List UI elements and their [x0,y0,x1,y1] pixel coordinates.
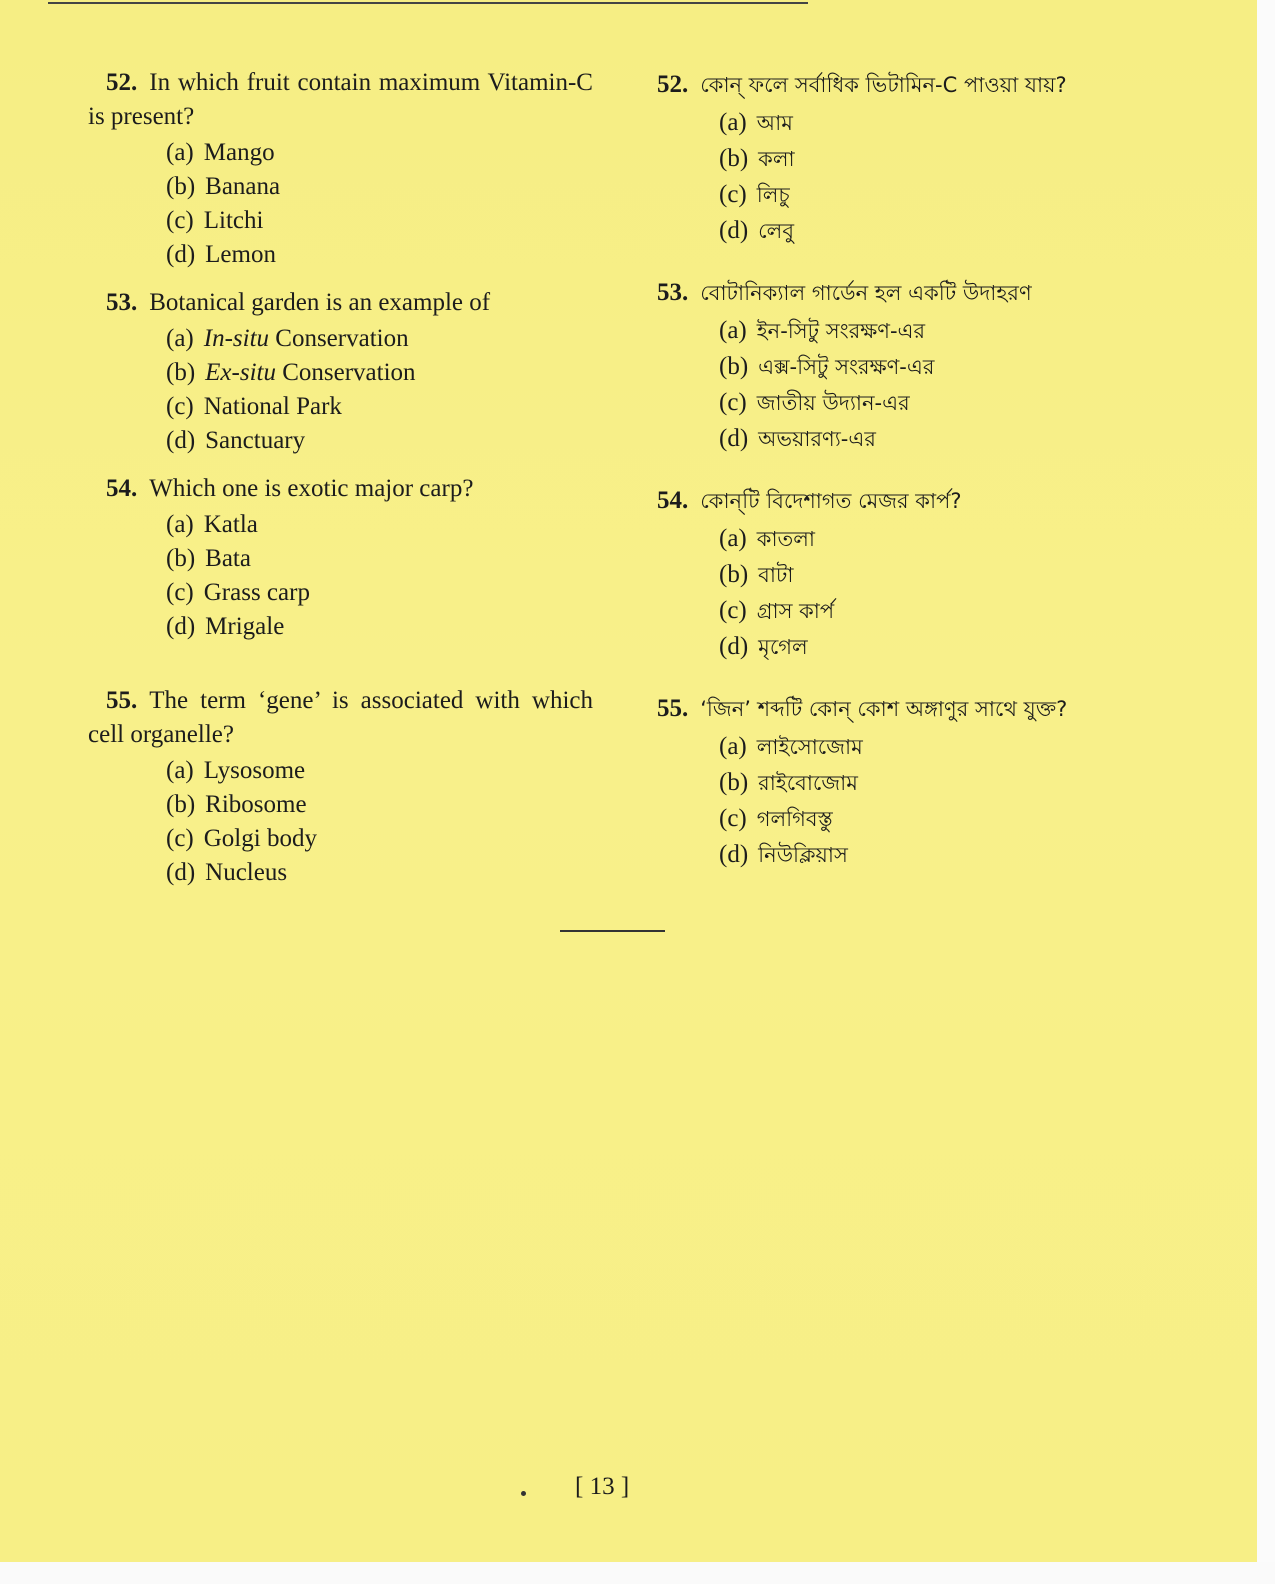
option-b [719,142,1137,176]
option-label: (a) [719,733,747,760]
option-label: (c) [166,825,194,852]
option-a [166,136,593,170]
bengali-column [657,66,1137,898]
option-label: (d) [166,427,196,454]
option-label: (a) [166,757,194,784]
option-label: (d) [166,241,196,268]
question-stem [657,274,1137,312]
question-52-bn [657,66,1137,248]
option-b [166,542,593,576]
question-stem [88,472,593,506]
option-a [719,314,1137,348]
option-label: (c) [166,393,194,420]
question-stem [88,286,593,320]
option-text: Golgi body [203,825,317,852]
option-b [719,558,1137,592]
question-53-en [88,286,593,458]
option-list [719,730,1137,872]
option-text: গলগিবস্তু [756,807,833,831]
option-text: Bata [205,545,251,572]
option-list [166,508,593,644]
option-text: Sanctuary [205,427,306,454]
option-c [166,390,593,424]
option-text: Conservation [269,325,409,352]
option-text: কলা [758,147,795,171]
question-stem [657,690,1137,728]
option-label: (b) [166,545,196,572]
question-53-bn [657,274,1137,456]
option-label: (a) [166,325,194,352]
option-b [166,170,593,204]
option-a [166,754,593,788]
option-text: মৃগেল [758,635,808,659]
option-d [719,630,1137,664]
option-label: (d) [719,217,749,244]
question-54-bn [657,482,1137,664]
question-number: 54. [657,487,689,514]
scan-edge-right [1257,0,1275,1584]
option-text: Banana [205,173,281,200]
option-a [719,522,1137,556]
option-label: (c) [719,389,747,416]
option-label: (c) [719,181,747,208]
option-c [719,802,1137,836]
question-54-en [88,472,593,644]
option-d [166,238,593,272]
option-label: (b) [166,173,196,200]
english-column [88,66,593,904]
option-d [719,838,1137,872]
option-label: (b) [166,791,196,818]
question-number: 55. [106,687,138,714]
option-list [719,106,1137,248]
option-text: ইন-সিটু সংরক্ষণ-এর [756,319,926,343]
question-number: 53. [657,279,689,306]
option-d [166,610,593,644]
option-label: (a) [719,317,747,344]
question-text: The term ‘gene’ is associated with which cell organelle? [88,687,593,748]
option-label: (b) [719,769,749,796]
option-c [719,178,1137,212]
question-stem [88,66,593,134]
option-label: (b) [719,353,749,380]
question-stem [657,66,1137,104]
option-label: (b) [719,145,749,172]
option-text: Conservation [275,359,416,386]
option-text: Lemon [205,241,276,268]
question-number: 52. [106,69,138,96]
option-list [166,754,593,890]
option-text: Katla [203,511,258,538]
option-b [166,788,593,822]
question-stem [657,482,1137,520]
option-c [719,594,1137,628]
question-text: Botanical garden is an example of [149,289,491,316]
option-italic-text: Ex-situ [205,359,276,386]
option-text: অভয়ারণ্য-এর [758,427,876,451]
option-text: Grass carp [203,579,310,606]
option-label: (a) [166,511,194,538]
print-dot [521,1491,526,1496]
option-label: (d) [719,633,749,660]
option-label: (c) [719,597,747,624]
option-label: (c) [719,805,747,832]
option-label: (d) [166,859,196,886]
option-text: Mango [203,139,275,166]
option-text: এক্স-সিটু সংরক্ষণ-এর [758,355,935,379]
question-55-bn [657,690,1137,872]
option-text: National Park [203,393,342,420]
option-d [166,856,593,890]
option-label: (d) [719,425,749,452]
option-label: (d) [166,613,196,640]
option-text: আম [756,111,793,135]
option-text: লেবু [758,219,795,243]
question-52-en [88,66,593,272]
question-stem [88,684,593,752]
option-list [166,136,593,272]
option-text: লাইসোজোম [756,735,863,759]
option-d [719,214,1137,248]
option-text: কাতলা [756,527,816,551]
question-text: Which one is exotic major carp? [149,475,474,502]
option-text: Mrigale [205,613,285,640]
option-text: রাইবোজোম [758,771,858,795]
question-text: ‘জিন’ শব্দটি কোন্ কোশ অঙ্গাণুর সাথে যুক্ত? [700,697,1068,721]
question-text: বোটানিক্যাল গার্ডেন হল একটি উদাহরণ [700,281,1032,305]
question-text: কোন্‌টি বিদেশাগত মেজর কার্প? [700,489,962,513]
option-d [166,424,593,458]
option-list [166,322,593,458]
option-text: Nucleus [205,859,288,886]
option-b [719,350,1137,384]
option-label: (d) [719,841,749,868]
option-a [166,508,593,542]
option-c [719,386,1137,420]
option-label: (a) [719,109,747,136]
option-c [166,204,593,238]
option-text: Ribosome [205,791,307,818]
option-text: গ্রাস কার্প [756,599,835,623]
scan-edge-bottom [0,1562,1275,1584]
option-list [719,314,1137,456]
question-number: 54. [106,475,138,502]
question-number: 53. [106,289,138,316]
option-a [719,106,1137,140]
option-label: (c) [166,207,194,234]
option-text: বাটা [758,563,794,587]
question-text: In which fruit contain maximum Vitamin-C is present? [88,69,593,130]
option-a [719,730,1137,764]
option-list [719,522,1137,664]
option-label: (a) [719,525,747,552]
option-label: (b) [166,359,196,386]
option-b [719,766,1137,800]
option-c [166,822,593,856]
option-label: (b) [719,561,749,588]
option-text: জাতীয় উদ্যান-এর [756,391,910,415]
option-label: (c) [166,579,194,606]
option-a [166,322,593,356]
top-rule [48,2,808,4]
option-text: Litchi [203,207,264,234]
question-number: 55. [657,695,689,722]
option-text: নিউক্লিয়াস [758,843,848,867]
option-c [166,576,593,610]
option-text: Lysosome [203,757,306,784]
question-number: 52. [657,71,689,98]
page-number: [ 13 ] [575,1473,630,1500]
question-55-en [88,684,593,890]
option-label: (a) [166,139,194,166]
option-d [719,422,1137,456]
option-text: লিচু [756,183,790,207]
option-b [166,356,593,390]
section-divider [560,930,665,932]
question-text: কোন্ ফলে সর্বাধিক ভিটামিন-C পাওয়া যায়? [700,73,1067,97]
option-italic-text: In-situ [203,325,270,352]
